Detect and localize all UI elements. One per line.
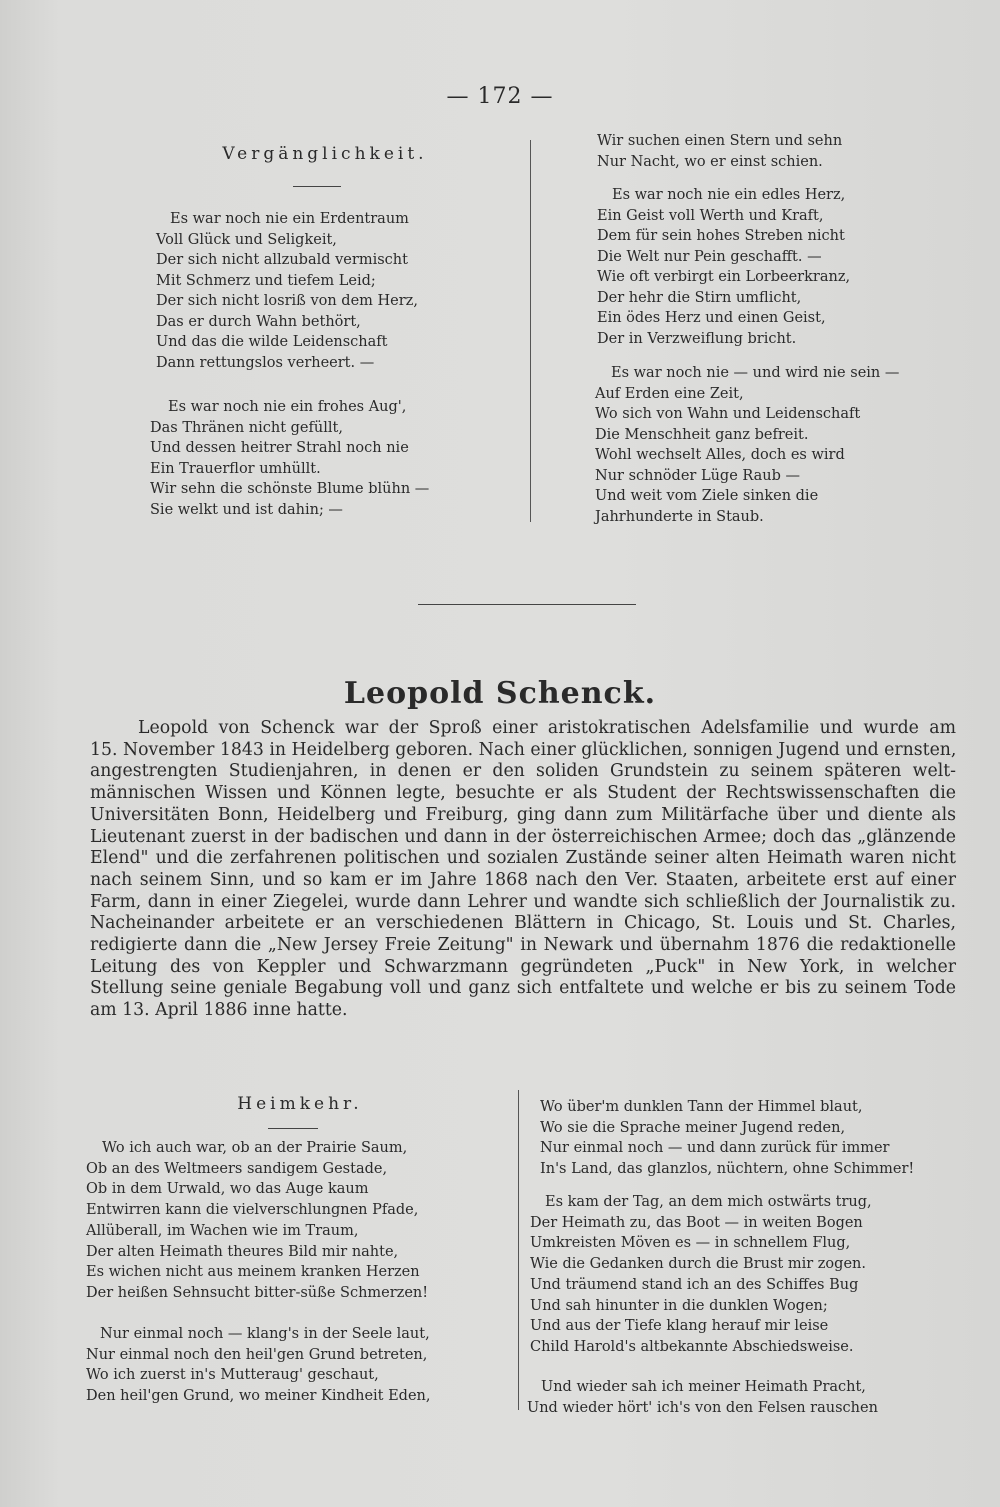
poem1-stanza-2 — [150, 397, 430, 520]
title-underline — [268, 1128, 318, 1129]
verse-line: Nur Nacht, wo er einst schien. — [597, 153, 823, 170]
verse-line: Mit Schmerz und tiefem Leid; — [156, 272, 376, 289]
paragraph-line: nach seinem Sinn, und so kam er im Jahre 1868 nach den Ver. Staaten, arbeitete erst auf einer — [90, 869, 956, 890]
verse-line: Nur schnöder Lüge Raub — — [595, 467, 801, 484]
verse-line: Die Welt nur Pein geschafft. — — [597, 248, 822, 265]
poem2-stanza-5 — [527, 1377, 878, 1418]
verse-line: Dann rettungslos verheert. — — [156, 354, 375, 371]
poem2-stanza-2 — [86, 1324, 431, 1407]
paragraph-line: Farm, dann in einer Ziegelei, wurde dann Lehrer und wandte sich schließlich der Journalistik zu. — [90, 891, 956, 912]
section-separator — [418, 604, 636, 605]
poem2-stanza-1 — [86, 1138, 429, 1304]
verse-line: Nur einmal noch den heil'gen Grund betreten, — [86, 1346, 428, 1363]
verse-line: Und aus der Tiefe klang herauf mir leise — [530, 1318, 829, 1335]
verse-line: Der heißen Sehnsucht bitter-süße Schmerzen! — [86, 1284, 429, 1301]
verse-line: Und weit vom Ziele sinken die — [595, 488, 819, 504]
poem-title-heimkehr: Heimkehr. — [237, 1094, 363, 1114]
verse-line: Der hehr die Stirn umflicht, — [597, 289, 802, 306]
section-heading: Leopold Schenck. — [343, 676, 657, 711]
verse-line: Wo ich auch war, ob an der Prairie Saum, — [102, 1140, 408, 1156]
verse-line: Sie welkt und ist dahin; — — [150, 501, 343, 518]
column-divider — [518, 1090, 519, 1410]
poem1-stanza-5 — [595, 363, 900, 527]
paragraph-line: Stellung seine geniale Begabung voll und ganz sich entfaltete und welche er bis zu seinem Tode — [90, 978, 956, 999]
verse-line: Es wichen nicht aus meinem kranken Herzen — [86, 1264, 420, 1281]
verse-line: Und das die wilde Leidenschaft — [156, 334, 388, 350]
verse-line: Voll Glück und Seligkeit, — [156, 231, 337, 248]
verse-line: Wo ich zuerst in's Mutteraug' geschaut, — [86, 1367, 379, 1384]
verse-line: Die Menschheit ganz befreit. — [595, 426, 809, 443]
verse-line: Ob an des Weltmeers sandigem Gestade, — [86, 1160, 388, 1177]
verse-line: Entwirren kann die vielverschlungnen Pfade, — [86, 1202, 419, 1219]
verse-line: Wohl wechselt Alles, doch es wird — [595, 447, 845, 463]
paragraph-line: Universitäten Bonn, Heidelberg und Freiburg, ging dann zum Militärfache über und diente als — [90, 804, 956, 825]
verse-line: Child Harold's altbekannte Abschiedsweise. — [530, 1338, 854, 1355]
verse-line: Es war noch nie ein Erdentraum — [170, 211, 409, 227]
verse-line: Das er durch Wahn bethört, — [156, 313, 361, 330]
verse-line: Auf Erden eine Zeit, — [595, 385, 744, 402]
verse-line: Der sich nicht allzubald vermischt — [156, 252, 408, 268]
poem1-stanza-1 — [156, 209, 418, 373]
verse-line: Und wieder hört' ich's von den Felsen rauschen — [527, 1399, 878, 1416]
verse-line: Dem für sein hohes Streben nicht — [597, 228, 845, 244]
poem1-stanza-3 — [597, 131, 842, 172]
verse-line: Und wieder sah ich meiner Heimath Pracht, — [541, 1379, 866, 1395]
poem-title-verganglichkeit: Vergänglichkeit. — [222, 144, 428, 164]
paragraph-line: männischen Wissen und Können legte, besuchte er als Student der Rechtswissenschaften die — [90, 783, 956, 804]
verse-line: Und dessen heitrer Strahl noch nie — [150, 440, 409, 456]
paragraph-line: angestrengten Studienjahren, in denen er den soliden Grundstein zu seinem späteren welt- — [90, 761, 956, 782]
title-underline — [293, 186, 341, 187]
verse-line: Wo sie die Sprache meiner Jugend reden, — [540, 1119, 846, 1136]
verse-line: Der sich nicht losriß von dem Herz, — [156, 293, 418, 309]
verse-line: Ein ödes Herz und einen Geist, — [597, 310, 826, 326]
verse-line: Ein Trauerflor umhüllt. — [150, 460, 321, 477]
verse-line: Allüberall, im Wachen wie im Traum, — [86, 1222, 359, 1239]
paragraph-line: Nacheinander arbeitete er an verschiedenen Blättern in Chicago, St. Louis und St. Charles, — [90, 913, 956, 934]
biography-paragraph — [90, 718, 956, 1022]
verse-line: Das Thränen nicht gefüllt, — [150, 419, 343, 436]
verse-line: In's Land, das glanzlos, nüchtern, ohne Schimmer! — [540, 1161, 915, 1178]
verse-line: Umkreisten Möven es — in schnellem Flug, — [530, 1235, 851, 1252]
verse-line: Es kam der Tag, an dem mich ostwärts trug, — [545, 1194, 872, 1210]
poem1-stanza-4 — [597, 185, 851, 349]
verse-line: Wo über'm dunklen Tann der Himmel blaut, — [540, 1099, 863, 1115]
poem2-stanza-3 — [540, 1097, 914, 1180]
verse-line: Ein Geist voll Werth und Kraft, — [597, 207, 824, 224]
verse-line: Den heil'gen Grund, wo meiner Kindheit Eden, — [86, 1388, 431, 1405]
paragraph-line: Leopold von Schenck war der Sproß einer aristokratischen Adelsfamilie und wurde am — [138, 718, 956, 738]
verse-line: Es war noch nie ein edles Herz, — [612, 187, 846, 203]
poem2-stanza-4 — [530, 1192, 872, 1358]
verse-line: Der in Verzweiflung bricht. — [597, 330, 797, 347]
verse-line: Nur einmal noch — und dann zurück für immer — [540, 1140, 890, 1157]
verse-line: Es war noch nie — und wird nie sein — — [611, 365, 900, 381]
paragraph-line: Leitung des von Keppler und Schwarzmann gegründeten „Puck" in New York, in welcher — [90, 956, 956, 977]
verse-line: Der alten Heimath theures Bild mir nahte, — [86, 1243, 399, 1260]
verse-line: Wir suchen einen Stern und sehn — [597, 133, 843, 149]
column-divider — [530, 140, 531, 522]
verse-line: Wie oft verbirgt ein Lorbeerkranz, — [597, 269, 851, 285]
paragraph-line: 15. November 1843 in Heidelberg geboren. Nach einer glücklichen, sonnigen Jugend und ernsten, — [90, 739, 957, 760]
paragraph-line: redigierte dann die „New Jersey Freie Zeitung" in Newark und übernahm 1876 die redaktionelle — [90, 935, 956, 956]
paragraph-line: am 13. April 1886 inne hatte. — [90, 1000, 348, 1021]
verse-line: Es war noch nie ein frohes Aug', — [168, 399, 407, 415]
verse-line: Wo sich von Wahn und Leidenschaft — [595, 406, 861, 422]
verse-line: Jahrhunderte in Staub. — [595, 508, 764, 525]
paragraph-line: Lieutenant zuerst in der badischen und dann in der österreichischen Armee; doch das „glänzende — [90, 826, 956, 847]
verse-line: Und sah hinunter in die dunklen Wogen; — [530, 1297, 828, 1314]
verse-line: Wie die Gedanken durch die Brust mir zogen. — [530, 1256, 866, 1273]
paragraph-line: Elend" und die zerfahrenen politischen und sozialen Zustände seiner alten Heimath waren nicht — [90, 848, 956, 869]
verse-line: Wir sehn die schönste Blume blühn — — [150, 481, 430, 497]
page-number: — 172 — — [446, 84, 554, 109]
verse-line: Und träumend stand ich an des Schiffes Bug — [530, 1276, 859, 1293]
verse-line: Nur einmal noch — klang's in der Seele laut, — [100, 1326, 430, 1342]
verse-line: Ob in dem Urwald, wo das Auge kaum — [86, 1181, 369, 1198]
verse-line: Der Heimath zu, das Boot — in weiten Bogen — [530, 1214, 863, 1231]
